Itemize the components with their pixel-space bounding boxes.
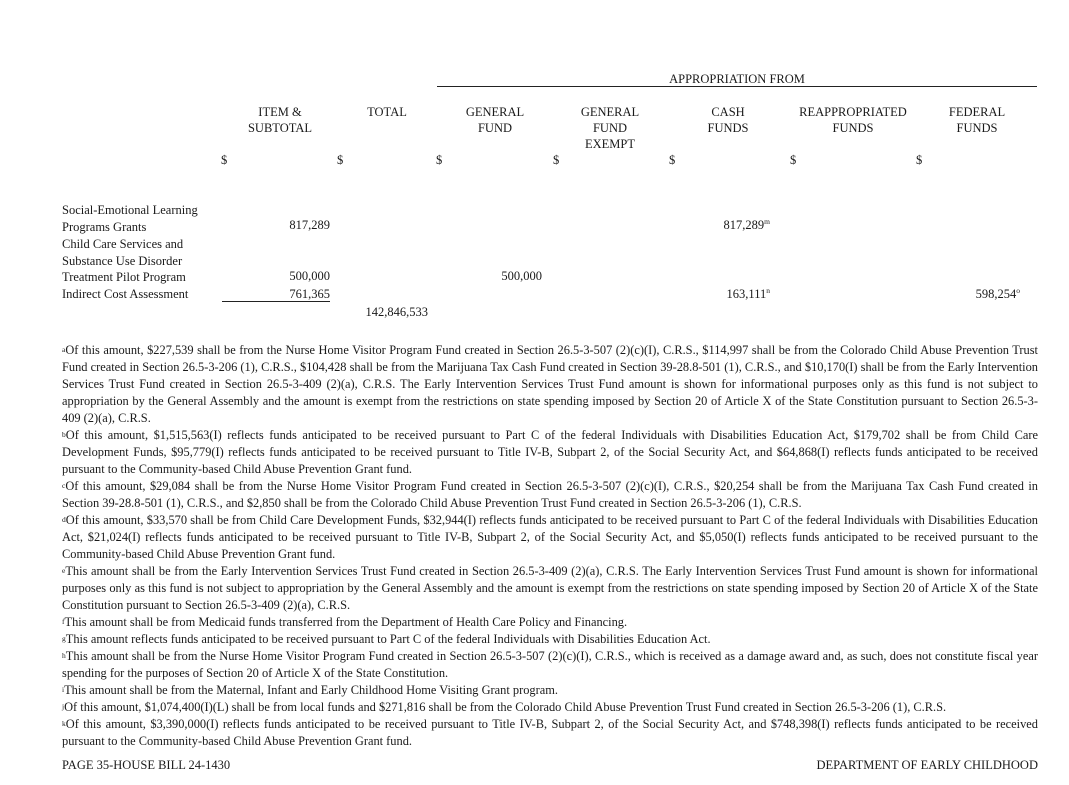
footnote-mark: i [62,685,65,694]
cash-funds-value: 817,289$^m$ [723,217,770,232]
footnote-mark: a [62,345,66,354]
footnote: $^d$Of this amount, $33,570 shall be from Child Care Development Funds, $32,944(I) reflects funds anticipated to be received pursuant to Part C of the federal Individuals with Disabilities Education Act, $21,024(I) reflects funds anticipated to be received pursuant to Title IV-B, Subpart 2, of the Social Security Act, and $5,050(I) reflects funds anticipated to be received pursuant to the Community-based Child Abuse Prevention Grant fund. [62,513,1038,561]
column-header-item-subtotal: ITEM & SUBTOTAL [247,105,313,135]
footnote: $^j$Of this amount, $1,074,400(I)(L) shall be from local funds and $271,816 shall be from the Colorado Child Abuse Prevention Trust Fund created in Section 26.5-3-206 (1), C.R.S. [62,700,947,714]
dollar-sign: $ [790,153,797,167]
footnote: $^b$Of this amount, $1,515,563(I) reflects funds anticipated to be received pursuant to Part C of the federal Individuals with Disabilities Education Act, $179,702 shall be from Child Care Development Funds, $95,779(I) reflects funds anticipated to be received pursuant to Title IV-B, Subpart 2, of the Social Security Act, and $64,868(I) reflects funds anticipated to be received pursuant to the Community-based Child Abuse Prevention Grant fund. [62,428,1038,476]
dollar-sign: $ [669,153,676,167]
appropriation-from-heading: APPROPRIATION FROM [669,72,805,86]
footnote: $^a$Of this amount, $227,539 shall be from the Nurse Home Visitor Program Fund created in Section 26.5-3-507 (2)(c)(I), C.R.S., $114,997 shall be from the Colorado Child Abuse Prevention Trust Fund created in Section 26.5-3-206 (1), C.R.S., $104,428 shall be from the Marijuana Tax Cash Fund created in Section 39-28.8-501 (1), C.R.S., and $10,170(I) shall be from the Early Intervention Services Trust Fund created in Section 26.5-3-409 (2)(a), C.R.S. The Early Intervention Services Trust Fund amount is shown for informational purposes only as this fund is not subject to appropriation by the General Assembly and the amount is exempt from the restrictions on state spending imposed by Section 20 of Article X of the State Constitution pursuant to Section 26.5-3-409 (2)(a), C.R.S. [62,343,1038,425]
line-item-label: Social-Emotional Learning Programs Grants [62,203,198,234]
footnote-mark: c [62,481,66,490]
line-item-label: Child Care Services and Substance Use Disorder Treatment Pilot Program [62,237,186,284]
item-subtotal-value: 761,365 [222,287,330,302]
dollar-sign: $ [916,153,923,167]
footnote-mark: h [62,651,66,660]
item-subtotal-value: 500,000 [289,269,330,283]
footnote-ref: o [1016,286,1020,295]
footnote-mark: b [62,430,66,439]
footnote-mark: k [62,719,66,728]
footnote: $^g$This amount reflects funds anticipated to be received pursuant to Part C of the federal Individuals with Disabilities Education Act. [62,632,711,646]
page-footer-right: DEPARTMENT OF EARLY CHILDHOOD [816,758,1038,772]
footnote-ref: n [766,286,770,295]
general-fund-value: 500,000 [501,269,542,283]
total-value: 142,846,533 [365,305,428,319]
footnote-mark: f [62,617,65,626]
cash-funds-value: 163,111$^n$ [726,286,770,301]
footnote-mark: d [62,515,66,524]
footnote-ref: m [764,217,770,226]
column-header-reappropriated-funds: REAPPROPRIATED FUNDS [799,105,907,135]
federal-funds-value: 598,254$^o$ [975,286,1020,301]
item-subtotal-value: 817,289 [289,218,330,232]
footnote: $^i$This amount shall be from the Maternal, Infant and Early Childhood Home Visiting Grant program. [62,683,558,697]
footnote: $^k$Of this amount, $3,390,000(I) reflects funds anticipated to be received pursuant to Title IV-B, Subpart 2, of the Social Security Act, and $748,398(I) reflects funds anticipated to be received pursuant to the Community-based Child Abuse Prevention Grant fund. [62,717,1038,748]
column-header-general-fund-exempt: GENERAL FUND EXEMPT [580,105,640,151]
footnotes [62,342,1038,750]
footnote: $^h$This amount shall be from the Nurse Home Visitor Program Fund created in Section 26.5-3-507 (2)(c)(I), C.R.S., which is received as a damage award and, as such, does not constitute fiscal year spending for the purposes of Section 20 of Article X of the State Constitution. [62,649,1038,680]
column-header-total: TOTAL [367,105,407,119]
dollar-sign: $ [337,153,344,167]
appropriation-divider [437,86,1037,87]
footnote: $^f$This amount shall be from Medicaid funds transferred from the Department of Health Care Policy and Financing. [62,615,628,629]
column-header-federal-funds: FEDERAL FUNDS [948,105,1006,135]
line-item-label: Indirect Cost Assessment [62,287,189,301]
dollar-sign: $ [436,153,443,167]
footnote-mark: e [62,566,66,575]
dollar-sign: $ [221,153,228,167]
dollar-sign: $ [553,153,560,167]
page-footer-left: PAGE 35-HOUSE BILL 24-1430 [62,758,231,772]
footnote: $^c$Of this amount, $29,084 shall be from the Nurse Home Visitor Program Fund created in Section 26.5-3-507 (2)(c)(I), C.R.S., $20,254 shall be from the Marijuana Tax Cash Fund created in Section 39-28.8-501 (1), C.R.S., and $2,850 shall be from the Colorado Child Abuse Prevention Trust Fund created in Section 26.5-3-206 (1), C.R.S. [62,479,1038,510]
footnote-mark: g [62,634,66,643]
footnote-mark: j [62,702,65,711]
column-header-general-fund: GENERAL FUND [465,105,525,135]
footnote: $^e$This amount shall be from the Early Intervention Services Trust Fund created in Section 26.5-3-409 (2)(a), C.R.S. The Early Intervention Services Trust Fund amount is shown for informational purposes only as this fund is not subject to appropriation by the General Assembly and the amount is exempt from the restrictions on state spending imposed by Section 20 of Article X of the State Constitution pursuant to Section 26.5-3-409 (2)(a), C.R.S. [62,564,1038,612]
column-header-cash-funds: CASH FUNDS [707,105,749,135]
